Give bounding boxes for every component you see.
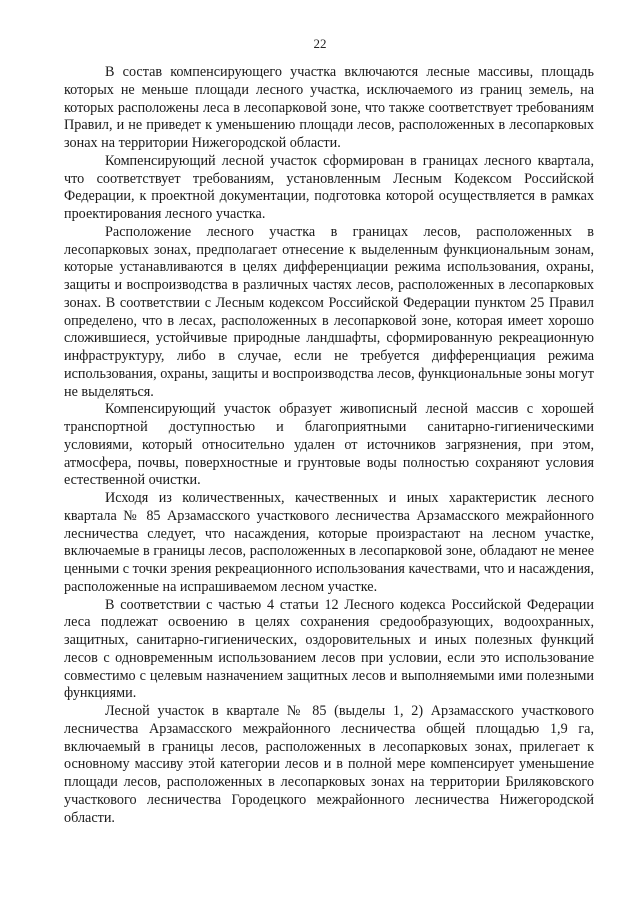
paragraph-5: Исходя из количественных, качественных и иных характеристик лесного квартала № 85 Арзамасского участкового лесничества Арзамасского межрайонного лесничества следует, что насаждения, которые произрастают на лесном участке, включаемые в границы лесов, расположенных в лесопарковой зоне, обладают не менее ценными с точки зрения рекреационного использования качествами, что и насаждения, расположенные на испрашиваемом лесном участке.: [64, 490, 594, 595]
paragraph-3: Расположение лесного участка в границах лесов, расположенных в лесопарковых зонах, предполагает отнесение к выделенным функциональным зонам, которые устанавливаются в целях дифференциации режима использования, охраны, защиты и воспроизводства в различных частях лесов, расположенных в лесопарковых зонах. В соответствии с Лесным кодексом Российской Федерации пунктом 25 Правил определено, что в лесах, расположенных в лесопарковой зоне, которая имеет хорошо сложившиеся, устойчивые природные ландшафты, сформированную рекреационную инфраструктуру, либо в случае, если не требуется дифференциация режима использования, охраны, защиты и воспроизводства лесов, функциональные зоны могут не выделяться.: [64, 223, 594, 400]
paragraph-4: Компенсирующий участок образует живописный лесной массив с хорошей транспортной доступностью и благоприятными санитарно-гигиеническими условиями, который относительно удален от источников загрязнения, при этом, атмосфера, почвы, поверхностные и грунтовые воды полностью сохраняют условия естественной очистки.: [64, 401, 594, 489]
document-body: [64, 64, 594, 827]
paragraph-7: Лесной участок в квартале № 85 (выделы 1, 2) Арзамасского участкового лесничества Арзамасского межрайонного лесничества общей площадью 1,9 га, включаемый в границы лесов, расположенных в лесопарковых зонах, прилегает к основному массиву этой категории лесов и в полной мере компенсирует уменьшение площади лесов, расположенных в лесопарковых зонах на территории Бриляковского участкового лесничества Городецкого межрайонного лесничества Нижегородской области.: [64, 703, 594, 826]
paragraph-1: В состав компенсирующего участка включаются лесные массивы, площадь которых не меньше площади лесного участка, исключаемого из границ земель, на которых расположены леса в лесопарковой зоне, что также соответствует требованиям Правил, и не приведет к уменьшению площади лесов, расположенных в лесопарковых зонах на территории Нижегородской области.: [64, 64, 594, 151]
paragraph-6: В соответствии с частью 4 статьи 12 Лесного кодекса Российской Федерации леса подлежат освоению в целях сохранения средообразующих, водоохранных, защитных, санитарно-гигиенических, оздоровительных и иных полезных функций лесов с одновременным использованием лесов при условии, если это использование совместимо с целевым назначением защитных лесов и выполняемыми ими полезными функциями.: [64, 596, 594, 702]
paragraph-2: Компенсирующий лесной участок сформирован в границах лесного квартала, что соответствует требованиям, установленным Лесным Кодексом Российской Федерации, к проектной документации, подготовка которой осуществляется в рамках проектирования лесного участка.: [64, 152, 594, 222]
page-number: 22: [313, 36, 327, 51]
